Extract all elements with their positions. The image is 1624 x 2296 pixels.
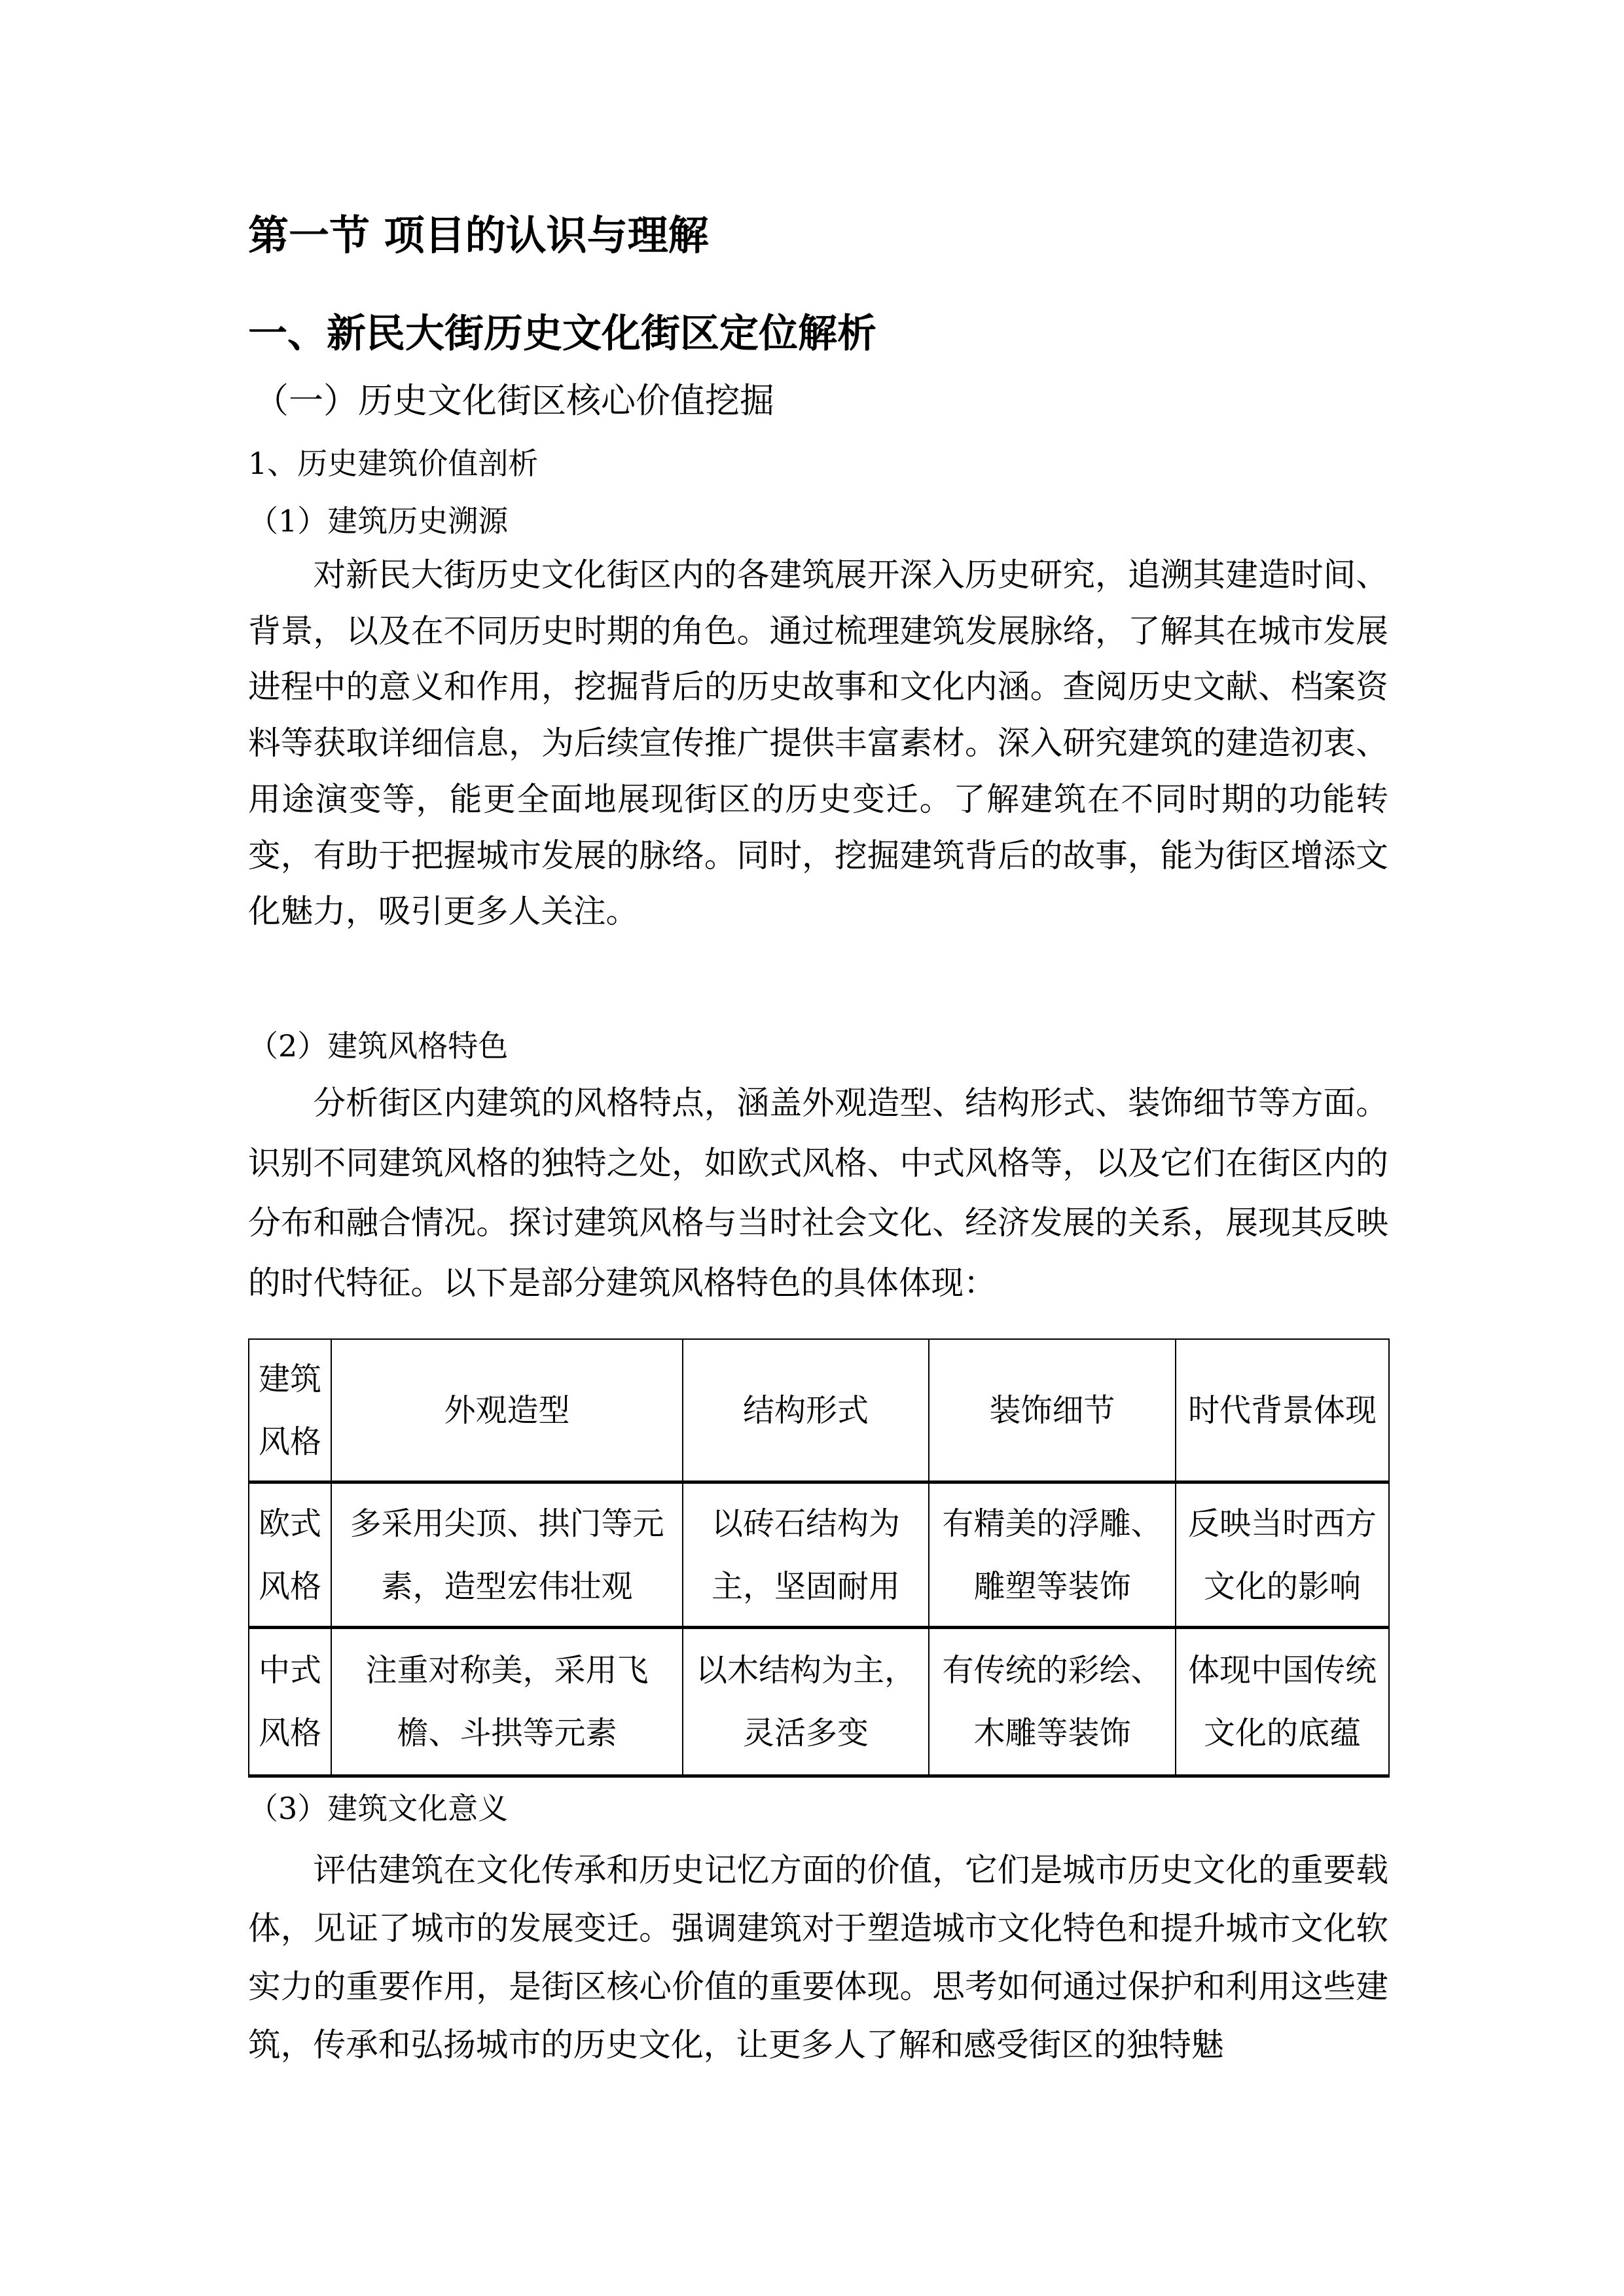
table-cell: 有精美的浮雕、雕塑等装饰	[929, 1482, 1176, 1628]
table-cell: 欧式风格	[249, 1482, 331, 1628]
table-header-cell: 外观造型	[331, 1339, 683, 1482]
table-cell: 反映当时西方文化的影响	[1176, 1482, 1389, 1628]
table-cell: 以木结构为主，灵活多变	[683, 1628, 929, 1776]
subsection-1-paragraph: 对新民大街历史文化街区内的各建筑展开深入历史研究，追溯其建造时间、背景，以及在不同历史时期的角色。通过梳理建筑发展脉络，了解其在城市发展进程中的意义和作用，挖掘背后的历史故事和文化内涵。查阅历史文献、档案资料等获取详细信息，为后续宣传推广提供丰富素材。深入研究建筑的建造初衷、用途演变等，能更全面地展现街区的历史变迁。了解建筑在不同时期的功能转变，有助于把握城市发展的脉络。同时，挖掘建筑背后的故事，能为街区增添文化魅力，吸引更多人关注。	[248, 556, 1388, 931]
table-cell: 体现中国传统文化的底蕴	[1176, 1628, 1389, 1776]
subsection-2-title: （2）建筑风格特色	[248, 1028, 509, 1064]
table-header-row	[249, 1339, 1389, 1482]
heading-2: （一）历史文化街区核心价值挖掘	[254, 381, 774, 421]
table-row	[249, 1482, 1389, 1628]
table-cell: 中式风格	[249, 1628, 331, 1776]
table-row	[249, 1628, 1389, 1776]
subsection-3-paragraph: 评估建筑在文化传承和历史记忆方面的价值，它们是城市历史文化的重要载体，见证了城市的发展变迁。强调建筑对于塑造城市文化特色和提升城市文化软实力的重要作用，是街区核心价值的重要体现。思考如何通过保护和利用这些建筑，传承和弘扬城市的历史文化，让更多人了解和感受街区的独特魅	[248, 1851, 1388, 2064]
table-header-cell: 建筑风格	[249, 1339, 331, 1482]
table-cell: 有传统的彩绘、木雕等装饰	[929, 1628, 1176, 1776]
heading-1: 一、新民大街历史文化街区定位解析	[248, 311, 876, 357]
subsection-2-paragraph: 分析街区内建筑的风格特点，涵盖外观造型、结构形式、装饰细节等方面。识别不同建筑风格的独特之处，如欧式风格、中式风格等，以及它们在街区内的分布和融合情况。探讨建筑风格与当时社会文化、经济发展的关系，展现其反映的时代特征。以下是部分建筑风格特色的具体体现：	[248, 1084, 1388, 1302]
subsection-1-title: （1）建筑历史溯源	[248, 503, 509, 539]
table-cell: 注重对称美，采用飞檐、斗拱等元素	[331, 1628, 683, 1776]
subsection-3-title: （3）建筑文化意义	[248, 1791, 509, 1826]
table-header-cell: 结构形式	[683, 1339, 929, 1482]
heading-3: 1、历史建筑价值剖析	[248, 446, 539, 481]
architecture-style-table	[248, 1338, 1390, 1778]
table-cell: 以砖石结构为主，坚固耐用	[683, 1482, 929, 1628]
table-header-cell: 时代背景体现	[1176, 1339, 1389, 1482]
table-header-cell: 装饰细节	[929, 1339, 1176, 1482]
table-cell: 多采用尖顶、拱门等元素，造型宏伟壮观	[331, 1482, 683, 1628]
section-title: 第一节 项目的认识与理解	[248, 211, 709, 259]
